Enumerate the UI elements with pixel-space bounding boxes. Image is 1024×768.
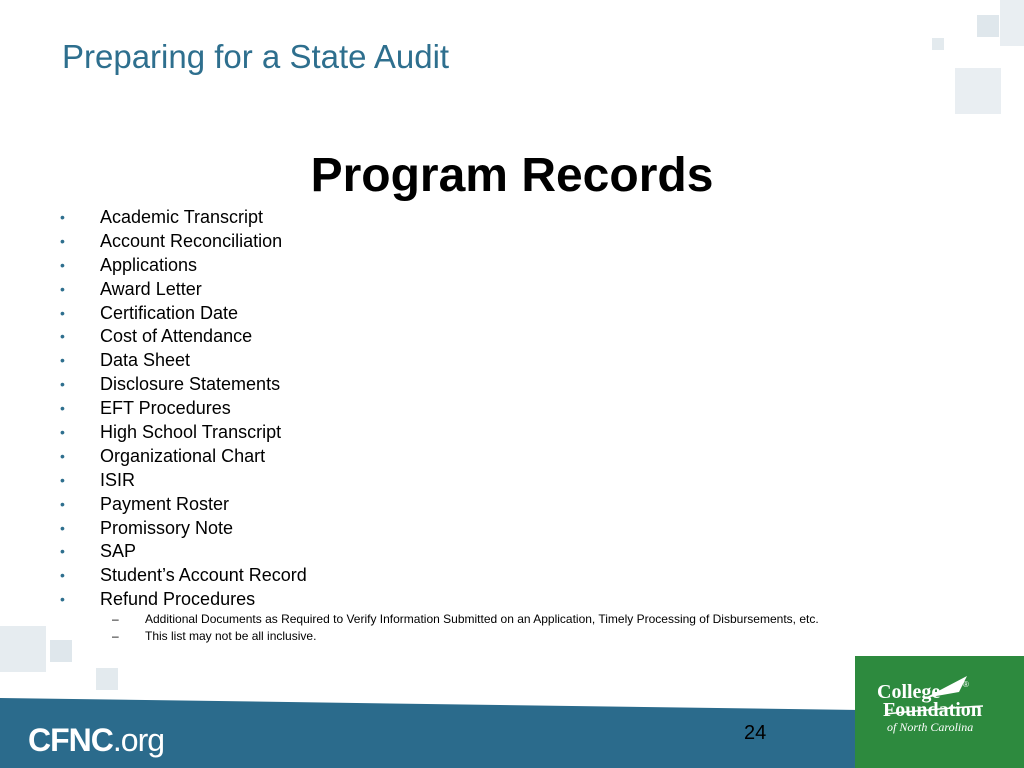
decorative-square — [955, 68, 1001, 114]
bullet-icon: • — [60, 328, 65, 345]
bullet-icon: • — [60, 280, 65, 297]
dash-icon: – — [112, 629, 119, 643]
list-item-label: Refund Procedures — [100, 589, 256, 610]
bullet-icon: • — [60, 567, 65, 584]
logo-text-foundation: Foundation — [883, 699, 982, 721]
bullet-icon: • — [60, 232, 65, 249]
decorative-square — [1000, 0, 1024, 46]
logo-text-nc: of North Carolina — [887, 720, 974, 734]
slide-title: Preparing for a State Audit — [62, 38, 450, 75]
bullet-icon: • — [60, 543, 65, 560]
cfnc-logo-suffix: .org — [112, 722, 165, 758]
bullet-icon: • — [60, 495, 65, 512]
list-item-label: Applications — [100, 254, 198, 275]
decorative-square — [96, 668, 118, 690]
list-item-label: Payment Roster — [100, 493, 230, 514]
bullet-icon: • — [60, 424, 65, 441]
list-item-label: Student’s Account Record — [100, 565, 307, 586]
bullet-icon: • — [60, 471, 65, 488]
bullet-icon: • — [60, 447, 65, 464]
list-item-label: EFT Procedures — [100, 398, 231, 419]
list-item-label: Award Letter — [100, 278, 202, 299]
bullet-icon: • — [60, 519, 65, 536]
list-item-label: SAP — [100, 541, 137, 562]
list-item-label: ISIR — [100, 469, 136, 490]
list-item-label: Disclosure Statements — [100, 374, 281, 395]
bullet-icon: • — [60, 304, 65, 321]
decorative-square — [50, 640, 72, 662]
decorative-square — [932, 38, 944, 50]
bullet-icon: • — [60, 209, 65, 225]
list-item-label: Certification Date — [100, 302, 239, 323]
logo-registered-mark: ® — [963, 680, 969, 689]
bullet-icon: • — [60, 376, 65, 393]
cfnc-logo-main: CFNC — [28, 722, 113, 758]
sub-list-item-label: Additional Documents as Required to Verify Information Submitted on an Application, Timely Processing of Disbursements, etc. — [145, 612, 819, 626]
list-item-label: Academic Transcript — [100, 207, 264, 227]
bullet-icon: • — [60, 352, 65, 369]
list-item-label: Data Sheet — [100, 350, 191, 371]
decorative-square — [977, 15, 999, 37]
college-foundation-logo — [855, 656, 1024, 768]
bullet-icon: • — [60, 256, 65, 273]
cfnc-logo — [28, 722, 164, 759]
list-item-label: Cost of Attendance — [100, 326, 253, 347]
sub-list-item-label: This list may not be all inclusive. — [145, 629, 317, 643]
bullet-icon: • — [60, 591, 65, 608]
bullet-icon: • — [60, 400, 65, 417]
section-heading: Program Records — [310, 149, 714, 202]
decorative-square — [0, 626, 46, 672]
list-item-label: Promissory Note — [100, 517, 234, 538]
page-number: 24 — [744, 722, 767, 744]
list-item-label: Account Reconciliation — [100, 230, 283, 251]
list-item-label: Organizational Chart — [100, 445, 266, 466]
dash-icon: – — [112, 612, 119, 626]
list-item-label: High School Transcript — [100, 422, 282, 443]
logo-text-college: College — [877, 681, 941, 703]
